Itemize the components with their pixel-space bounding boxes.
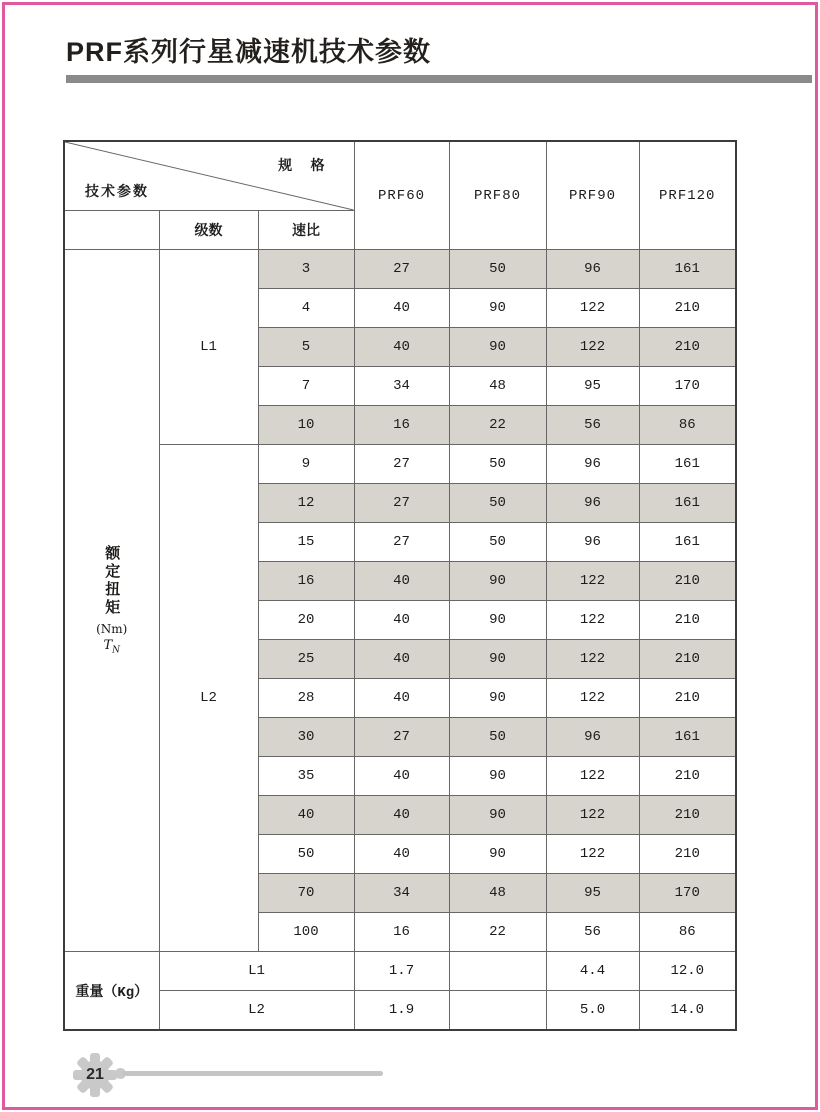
value-cell: 170	[639, 367, 736, 406]
weight-stage-l2: L2	[159, 991, 354, 1031]
ratio-cell: 28	[258, 679, 354, 718]
page-number: 21	[86, 1066, 104, 1083]
value-cell: 27	[354, 523, 449, 562]
value-cell: 27	[354, 718, 449, 757]
value-cell: 96	[546, 523, 639, 562]
ratio-cell: 9	[258, 445, 354, 484]
value-cell: 22	[449, 913, 546, 952]
value-cell: 122	[546, 289, 639, 328]
value-cell: 122	[546, 835, 639, 874]
torque-symbol: $T_N$	[103, 638, 121, 656]
value-cell: 27	[354, 484, 449, 523]
ratio-cell: 4	[258, 289, 354, 328]
model-header-prf120: PRF120	[639, 141, 736, 250]
param-header-label: 技术参数	[85, 185, 149, 201]
weight-value-cell: 5.0	[546, 991, 639, 1031]
value-cell: 50	[449, 250, 546, 289]
value-cell: 95	[546, 874, 639, 913]
weight-value-cell	[449, 991, 546, 1031]
torque-label-stack	[65, 545, 159, 656]
stage-header: 级数	[159, 211, 258, 250]
weight-value-cell: 12.0	[639, 952, 736, 991]
weight-stage-l1: L1	[159, 952, 354, 991]
stage-cell-l2: L2	[159, 445, 258, 952]
value-cell: 40	[354, 640, 449, 679]
value-cell: 34	[354, 367, 449, 406]
value-cell: 86	[639, 913, 736, 952]
value-cell: 40	[354, 835, 449, 874]
spec-header-label: 规 格	[278, 159, 330, 175]
value-cell: 210	[639, 757, 736, 796]
value-cell: 210	[639, 679, 736, 718]
ratio-cell: 30	[258, 718, 354, 757]
value-cell: 122	[546, 640, 639, 679]
value-cell: 86	[639, 406, 736, 445]
value-cell: 210	[639, 640, 736, 679]
value-cell: 40	[354, 796, 449, 835]
value-cell: 50	[449, 484, 546, 523]
value-cell: 95	[546, 367, 639, 406]
value-cell: 40	[354, 562, 449, 601]
weight-value-cell: 1.7	[354, 952, 449, 991]
value-cell: 90	[449, 796, 546, 835]
weight-label: 重量（Kg）	[64, 952, 159, 1031]
ratio-cell: 15	[258, 523, 354, 562]
ratio-header: 速比	[258, 211, 354, 250]
value-cell: 40	[354, 328, 449, 367]
value-cell: 40	[354, 601, 449, 640]
weight-value-cell: 1.9	[354, 991, 449, 1031]
value-cell: 27	[354, 445, 449, 484]
value-cell: 90	[449, 640, 546, 679]
value-cell: 90	[449, 679, 546, 718]
value-cell: 90	[449, 601, 546, 640]
value-cell: 161	[639, 250, 736, 289]
value-cell: 50	[449, 523, 546, 562]
weight-row	[64, 991, 736, 1031]
value-cell: 48	[449, 874, 546, 913]
model-header-prf80: PRF80	[449, 141, 546, 250]
value-cell: 48	[449, 367, 546, 406]
value-cell: 210	[639, 835, 736, 874]
value-cell: 90	[449, 328, 546, 367]
value-cell: 122	[546, 757, 639, 796]
ratio-cell: 5	[258, 328, 354, 367]
footer-line	[122, 1071, 383, 1076]
empty-header-cell	[64, 211, 159, 250]
value-cell: 161	[639, 484, 736, 523]
value-cell: 122	[546, 679, 639, 718]
value-cell: 22	[449, 406, 546, 445]
title-rule	[66, 75, 812, 83]
page-title: PRF系列行星减速机技术参数	[66, 37, 431, 67]
value-cell: 122	[546, 601, 639, 640]
ratio-cell: 12	[258, 484, 354, 523]
value-cell: 122	[546, 328, 639, 367]
ratio-cell: 40	[258, 796, 354, 835]
model-header-prf90: PRF90	[546, 141, 639, 250]
weight-value-cell	[449, 952, 546, 991]
value-cell: 90	[449, 835, 546, 874]
value-cell: 210	[639, 562, 736, 601]
torque-label-text: 额定扭矩	[103, 545, 121, 618]
spec-table	[63, 140, 737, 1031]
value-cell: 161	[639, 445, 736, 484]
value-cell: 40	[354, 757, 449, 796]
diagonal-header-cell	[64, 141, 354, 211]
value-cell: 96	[546, 718, 639, 757]
weight-row	[64, 952, 736, 991]
value-cell: 40	[354, 679, 449, 718]
torque-unit: (Nm)	[96, 622, 128, 637]
weight-value-cell: 14.0	[639, 991, 736, 1031]
value-cell: 96	[546, 250, 639, 289]
value-cell: 161	[639, 523, 736, 562]
ratio-cell: 3	[258, 250, 354, 289]
value-cell: 122	[546, 796, 639, 835]
ratio-cell: 25	[258, 640, 354, 679]
ratio-cell: 100	[258, 913, 354, 952]
ratio-cell: 16	[258, 562, 354, 601]
value-cell: 34	[354, 874, 449, 913]
value-cell: 210	[639, 601, 736, 640]
value-cell: 40	[354, 289, 449, 328]
value-cell: 90	[449, 757, 546, 796]
value-cell: 27	[354, 250, 449, 289]
ratio-cell: 10	[258, 406, 354, 445]
value-cell: 122	[546, 562, 639, 601]
model-header-prf60: PRF60	[354, 141, 449, 250]
weight-value-cell: 4.4	[546, 952, 639, 991]
torque-row-label	[64, 250, 159, 952]
value-cell: 90	[449, 289, 546, 328]
value-cell: 90	[449, 562, 546, 601]
ratio-cell: 7	[258, 367, 354, 406]
value-cell: 16	[354, 913, 449, 952]
stage-cell-l1: L1	[159, 250, 258, 445]
value-cell: 56	[546, 913, 639, 952]
value-cell: 96	[546, 484, 639, 523]
value-cell: 210	[639, 289, 736, 328]
value-cell: 161	[639, 718, 736, 757]
value-cell: 50	[449, 445, 546, 484]
page-number-badge	[72, 1052, 118, 1098]
table-row	[64, 445, 736, 484]
value-cell: 56	[546, 406, 639, 445]
header-row-models	[64, 141, 736, 211]
ratio-cell: 35	[258, 757, 354, 796]
value-cell: 170	[639, 874, 736, 913]
ratio-cell: 50	[258, 835, 354, 874]
value-cell: 210	[639, 796, 736, 835]
value-cell: 16	[354, 406, 449, 445]
ratio-cell: 20	[258, 601, 354, 640]
table-row	[64, 250, 736, 289]
value-cell: 50	[449, 718, 546, 757]
ratio-cell: 70	[258, 874, 354, 913]
value-cell: 210	[639, 328, 736, 367]
value-cell: 96	[546, 445, 639, 484]
